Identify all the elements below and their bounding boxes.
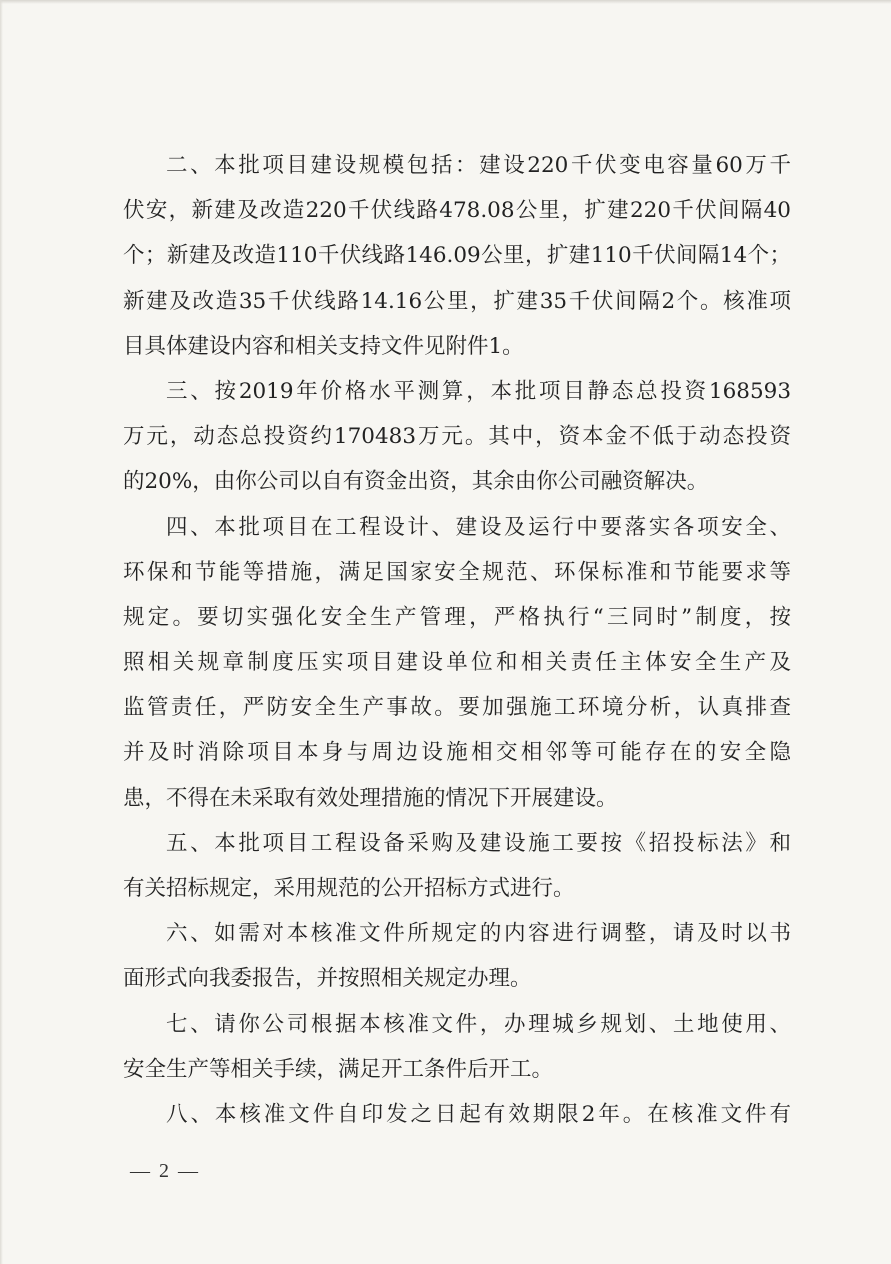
text-line: 个；新建及改造110千伏线路146.09公里，扩建110千伏间隔14个； (123, 243, 791, 269)
text-line: 四、本批项目在工程设计、建设及运行中要落实各项安全、 (166, 514, 791, 540)
document-body (123, 143, 791, 1137)
text-line: 三、按2019年价格水平测算，本批项目静态总投资168593 (166, 378, 791, 404)
text-line: 八、本核准文件自印发之日起有效期限2年。在核准文件有 (166, 1101, 791, 1127)
text-line: 规定。要切实强化安全生产管理，严格执行“三同时”制度，按 (123, 604, 791, 630)
text-line: 五、本批项目工程设备采购及建设施工要按《招投标法》和 (166, 830, 791, 856)
text-line: 监管责任，严防安全生产事故。要加强施工环境分析，认真排查 (123, 695, 791, 721)
text-line: 环保和节能等措施，满足国家安全规范、环保标准和节能要求等 (123, 559, 791, 585)
paragraph-adjustment (123, 911, 791, 1001)
text-line: 患，不得在未采取有效处理措施的情况下开展建设。 (123, 785, 618, 811)
text-line: 照相关规章制度压实项目建设单位和相关责任主体安全生产及 (123, 650, 791, 676)
paragraph-validity (123, 1092, 791, 1137)
scan-edge-top (0, 0, 891, 4)
text-line: 的20%，由你公司以自有资金出资，其余由你公司融资解决。 (123, 469, 709, 495)
text-line: 伏安，新建及改造220千伏线路478.08公里，扩建220千伏间隔40 (123, 198, 791, 224)
text-line: 目具体建设内容和相关支持文件见附件1。 (123, 333, 524, 359)
text-line: 安全生产等相关手续，满足开工条件后开工。 (123, 1056, 554, 1082)
text-line: 新建及改造35千伏线路14.16公里，扩建35千伏间隔2个。核准项 (123, 288, 791, 314)
paragraph-procurement (123, 821, 791, 911)
text-line: 万元，动态总投资约170483万元。其中，资本金不低于动态投资 (123, 424, 791, 450)
paragraph-investment (123, 369, 791, 505)
paragraph-construction-scale (123, 143, 791, 369)
text-line: 六、如需对本核准文件所规定的内容进行调整，请及时以书 (166, 921, 791, 947)
text-line: 有关招标规定，采用规范的公开招标方式进行。 (123, 876, 575, 901)
paragraph-procedures (123, 1002, 791, 1092)
text-line: 并及时消除项目本身与周边设施相交相邻等可能存在的安全隐 (123, 740, 791, 766)
text-line: 面形式向我委报告，并按照相关规定办理。 (123, 966, 532, 992)
text-line: 七、请你公司根据本核准文件，办理城乡规划、土地使用、 (166, 1011, 791, 1037)
text-line: 二、本批项目建设规模包括：建设220千伏变电容量60万千 (166, 153, 791, 178)
paragraph-safety (123, 505, 791, 821)
page-number: — 2 — (130, 1160, 200, 1182)
scan-edge-left (0, 0, 3, 1264)
